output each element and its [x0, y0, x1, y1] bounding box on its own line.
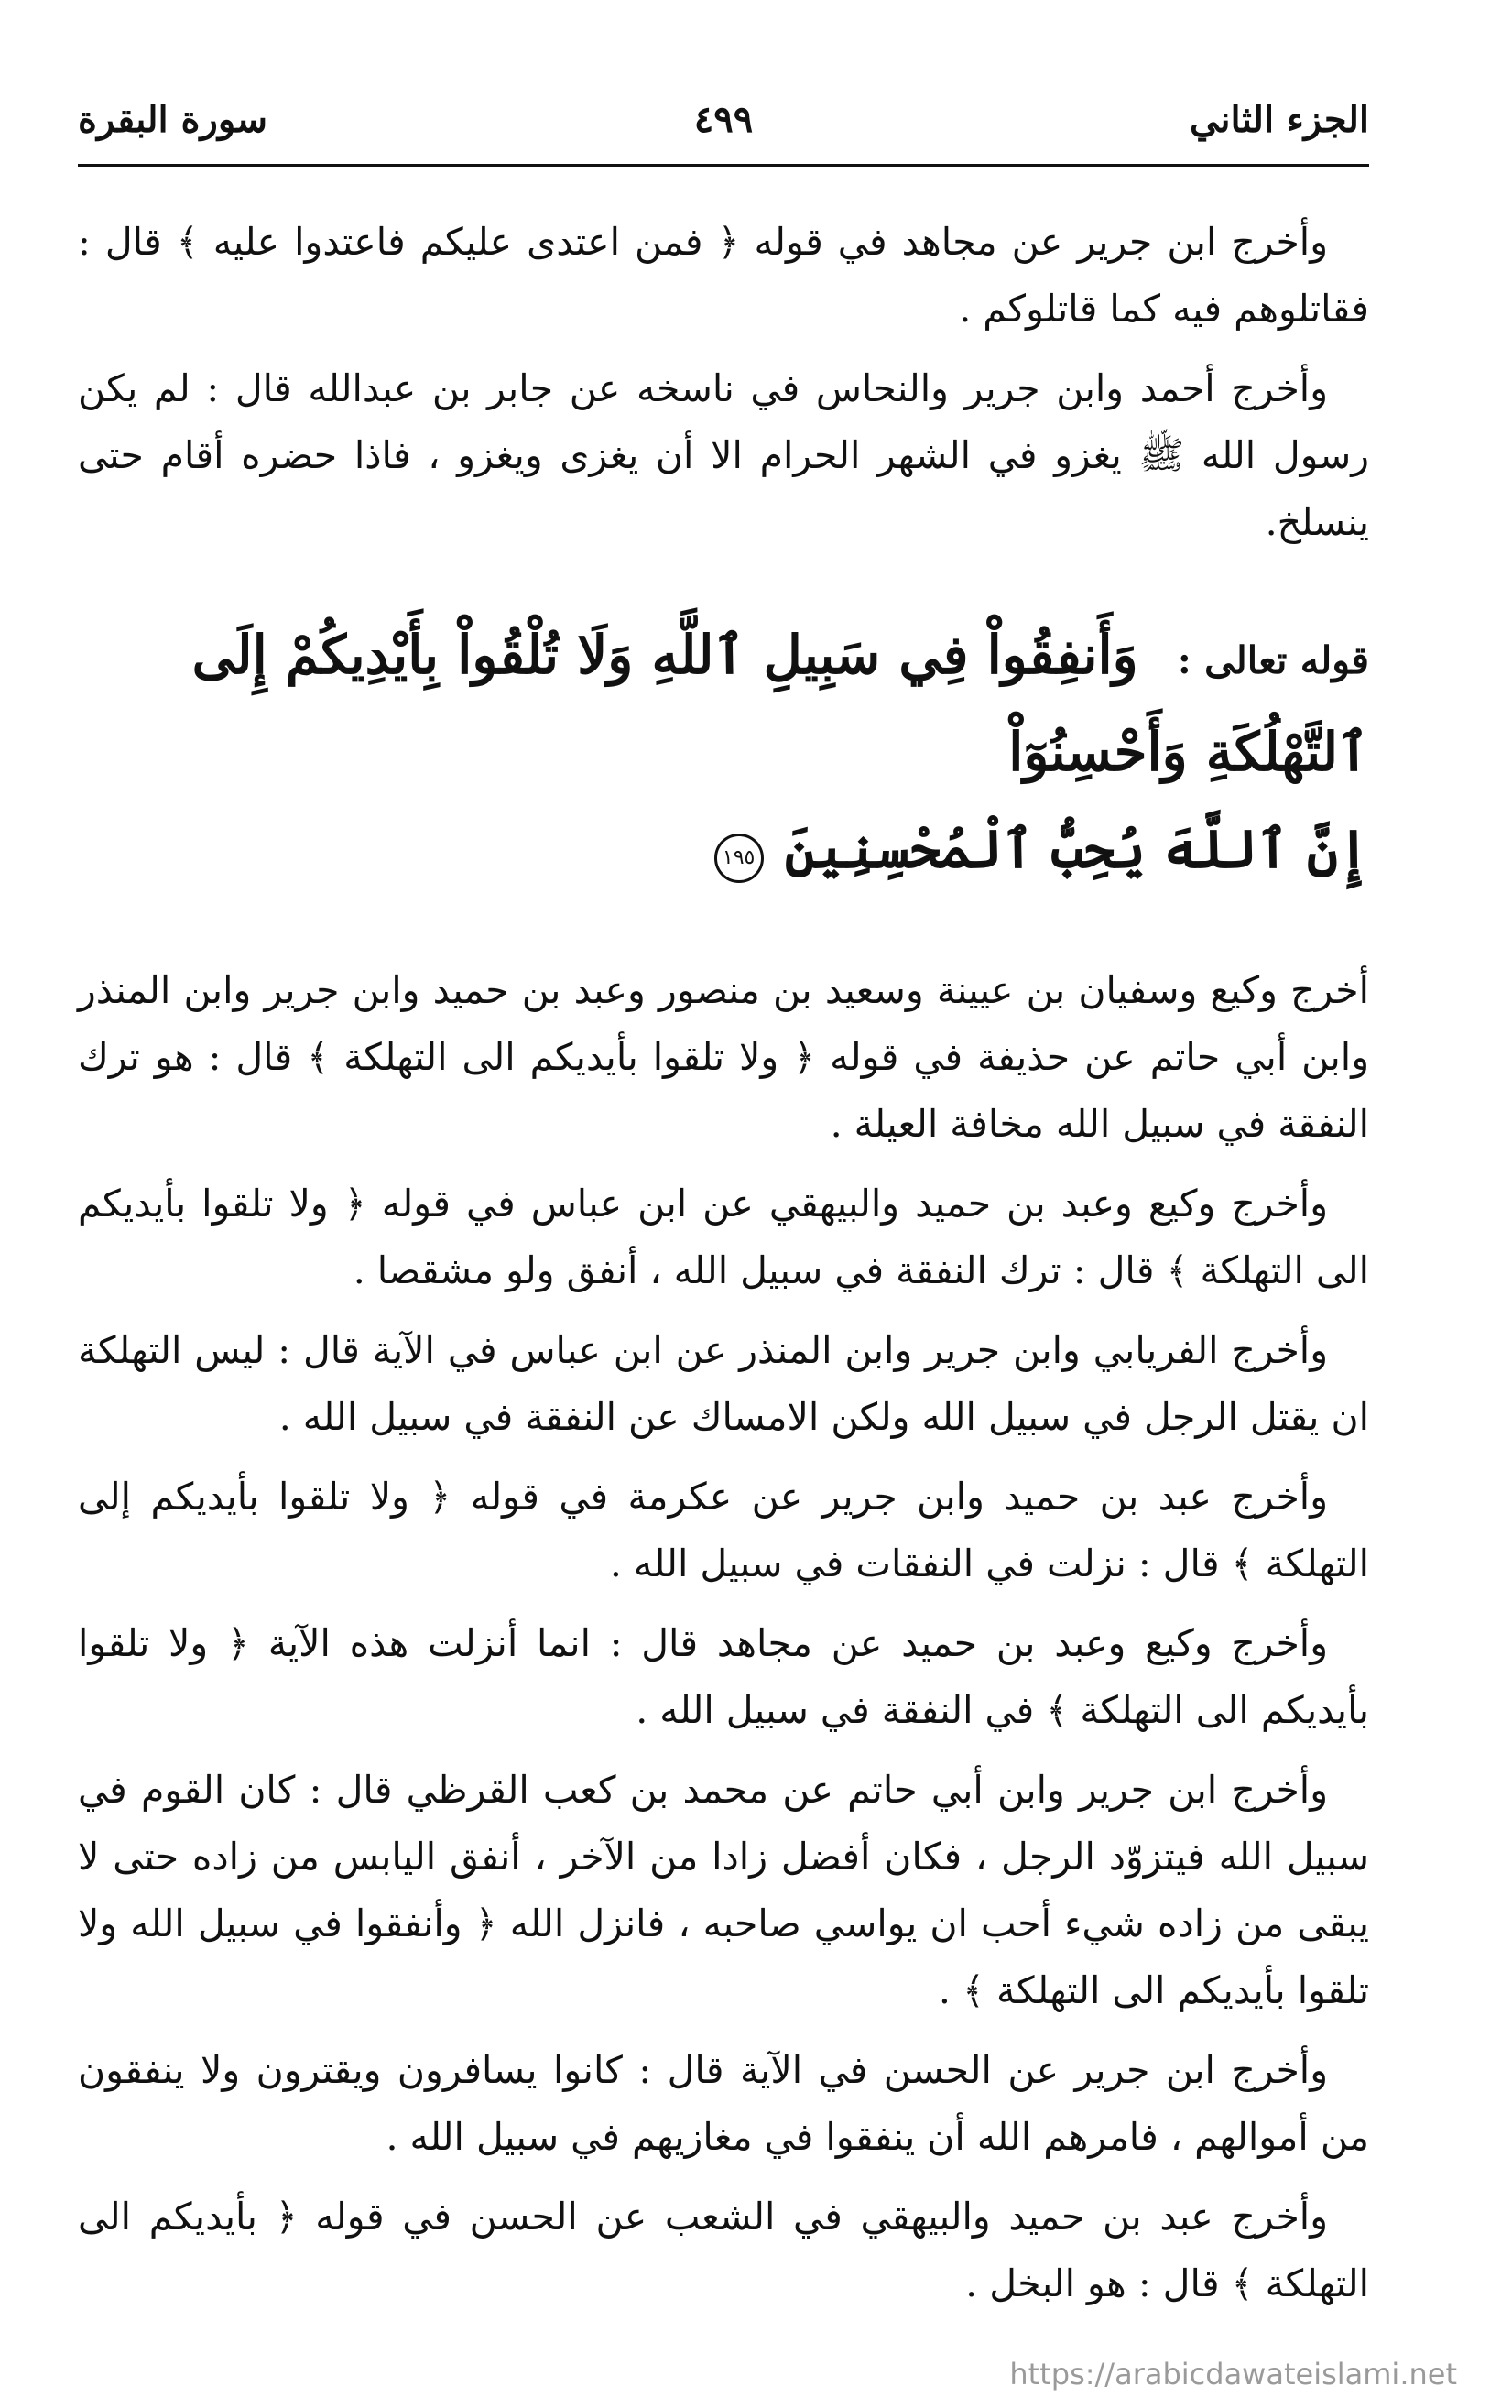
quran-verse-block [78, 609, 1369, 900]
paragraph: وأخرج عبد بن حميد وابن جرير عن عكرمة في قوله ﴿ ولا تلقوا بأيديكم إلى التهلكة ﴾ قال : نزلت في النفقات في سبيل الله . [78, 1475, 1369, 1585]
paragraph: وأخرج ابن جرير عن الحسن في الآية قال : كانوا يسافرون ويقترون ولا ينفقون من أموالهم ، فامرهم الله أن ينفقوا في مغازيهم في سبيل الله . [78, 2048, 1369, 2159]
verse-intro: قوله تعالى : [1177, 638, 1369, 682]
paragraph: وأخرج ابن جرير عن مجاهد في قوله ﴿ فمن اعتدى عليكم فاعتدوا عليه ﴾ قال : فقاتلوهم فيه كما قاتلوكم . [78, 220, 1369, 331]
header-rule [78, 164, 1369, 167]
verse-line-1: وَأَنفِقُواْ فِي سَبِيلِ ٱللَّهِ وَلَا تُلْقُواْ بِأَيْدِيكُمْ إِلَى ٱلتَّهْلُكَةِ وَأَحْسِنُوٓاْ [191, 624, 1369, 783]
surah-title: سورة البقرة [78, 97, 268, 141]
part-title: الجزء الثاني [1190, 97, 1369, 141]
paragraph: وأخرج وكيع وعبد بن حميد والبيهقي عن ابن عباس في قوله ﴿ ولا تلقوا بأيديكم الى التهلكة ﴾ قال : ترك النفقة في سبيل الله ، أنفق ولو مشقصا . [78, 1182, 1369, 1292]
paragraph: أخرج وكيع وسفيان بن عيينة وسعيد بن منصور وعبد بن حميد وابن جرير وابن المنذر وابن أبي حاتم عن حذيفة في قوله ﴿ ولا تلقوا بأيديكم الى التهلكة ﴾ قال : هو ترك النفقة في سبيل الله مخافة العيلة . [78, 968, 1369, 1146]
paragraph: وأخرج الفريابي وابن جرير وابن المنذر عن ابن عباس في الآية قال : ليس التهلكة ان يقتل الرجل في سبيل الله ولكن الامساك عن النفقة في سبيل الله . [78, 1328, 1369, 1439]
book-page [78, 87, 1369, 2349]
watermark-url: https://arabicdawateislami.net [1009, 2357, 1457, 2392]
paragraph: وأخرج ابن جرير وابن أبي حاتم عن محمد بن كعب القرظي قال : كان القوم في سبيل الله فيتزوّد الرجل ، فكان أفضل زادا من الآخر ، أنفق اليابس من زاده حتى لا يبقى من زاده شيء أحب ان يواسي صاحبه ، فانزل الله ﴿ وأنفقوا في سبيل الله ولا تلقوا بأيديكم الى التهلكة ﴾ . [78, 1768, 1369, 2012]
verse-line-2: إِنَّ ٱللَّهَ يُحِبُّ ٱلْمُحْسِنِينَ [784, 818, 1369, 880]
ayah-number-marker: ١٩٥ [714, 834, 764, 883]
running-header [78, 87, 1369, 151]
paragraph: وأخرج وكيع وعبد بن حميد عن مجاهد قال : انما أنزلت هذه الآية ﴿ ولا تلقوا بأيديكم الى التهلكة ﴾ في النفقة في سبيل الله . [78, 1621, 1369, 1732]
page-number: ٤٩٩ [693, 97, 754, 141]
paragraph: وأخرج أحمد وابن جرير والنحاس في ناسخه عن جابر بن عبدالله قال : لم يكن رسول الله ﷺ يغزو في الشهر الحرام الا أن يغزى ويغزو ، فاذا حضره أقام حتى ينسلخ. [78, 366, 1369, 544]
paragraph: وأخرج عبد بن حميد والبيهقي في الشعب عن الحسن في قوله ﴿ بأيديكم الى التهلكة ﴾ قال : هو البخل . [78, 2195, 1369, 2305]
